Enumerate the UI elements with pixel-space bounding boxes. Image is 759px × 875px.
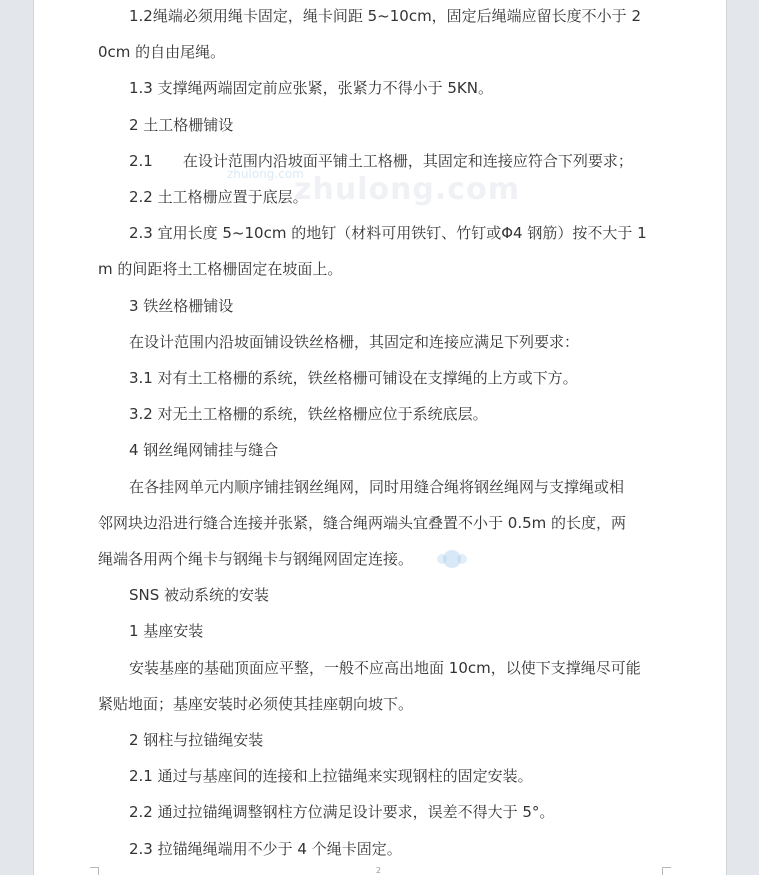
document-body [98, 0, 663, 867]
paragraph-line: 2.2 土工格栅应置于底层。 [129, 188, 308, 207]
paragraph-line: m 的间距将土工格栅固定在坡面上。 [98, 260, 343, 279]
paragraph-line: 安装基座的基础顶面应平整，一般不应高出地面 10cm，以使下支撑绳尽可能 [129, 658, 641, 677]
watermark-large-text: zhulong.com [294, 172, 520, 207]
paragraph-line: 2.1 通过与基座间的连接和上拉锚绳来实现钢柱的固定安装。 [129, 767, 533, 786]
paragraph-line: 2.1 在设计范围内沿坡面平铺土工格栅，其固定和连接应符合下列要求； [129, 151, 633, 170]
paragraph-line: 3.1 对有土工格栅的系统，铁丝格栅可铺设在支撑绳的上方或下方。 [129, 369, 578, 388]
paragraph-line: 在各挂网单元内顺序铺挂钢丝绳网，同时用缝合绳将钢丝绳网与支撑绳或相 [129, 477, 625, 496]
document-page [33, 0, 727, 875]
section-heading: 4 钢丝绳网铺挂与缝合 [129, 441, 279, 460]
paragraph-line: 在设计范围内沿坡面铺设铁丝格栅，其固定和连接应满足下列要求： [129, 332, 580, 351]
section-heading: 2 钢柱与拉锚绳安装 [129, 731, 264, 750]
page-corner-mark-right [662, 867, 671, 875]
section-heading: SNS 被动系统的安装 [129, 586, 270, 605]
paragraph-line: 2.3 拉锚绳绳端用不少于 4 个绳卡固定。 [129, 839, 402, 858]
paragraph-line: 2.2 通过拉锚绳调整钢柱方位满足设计要求，误差不得大于 5°。 [129, 803, 555, 822]
paragraph-line: 1.2绳端必须用绳卡固定，绳卡间距 5~10cm，固定后绳端应留长度不小于 2 [129, 7, 641, 25]
paragraph-line: 绳端各用两个绳卡与钢绳卡与钢绳网固定连接。 [98, 550, 414, 569]
section-heading: 1 基座安装 [129, 622, 204, 641]
paragraph-line: 3.2 对无土工格栅的系统，铁丝格栅应位于系统底层。 [129, 405, 488, 424]
paragraph-line: 紧贴地面；基座安装时必须使其挂座朝向坡下。 [98, 694, 414, 713]
paragraph-line: 1.3 支撑绳两端固定前应张紧，张紧力不得小于 5KN。 [129, 79, 493, 98]
watermark-small-text: zhulong.com [227, 167, 304, 181]
paragraph-line: 0cm 的自由尾绳。 [98, 43, 226, 62]
section-heading: 2 土工格栅铺设 [129, 115, 234, 134]
paragraph-line: 2.3 宜用长度 5~10cm 的地钉（材料可用铁钉、竹钉或Φ4 钢筋）按不大于 1 [129, 224, 647, 243]
paragraph-line: 邻网块边沿进行缝合连接并张紧，缝合绳两端头宜叠置不小于 0.5m 的长度，两 [98, 513, 627, 532]
section-heading: 3 铁丝格栅铺设 [129, 296, 234, 315]
page-number: 2 [376, 866, 382, 875]
page-corner-mark-left [90, 867, 99, 875]
